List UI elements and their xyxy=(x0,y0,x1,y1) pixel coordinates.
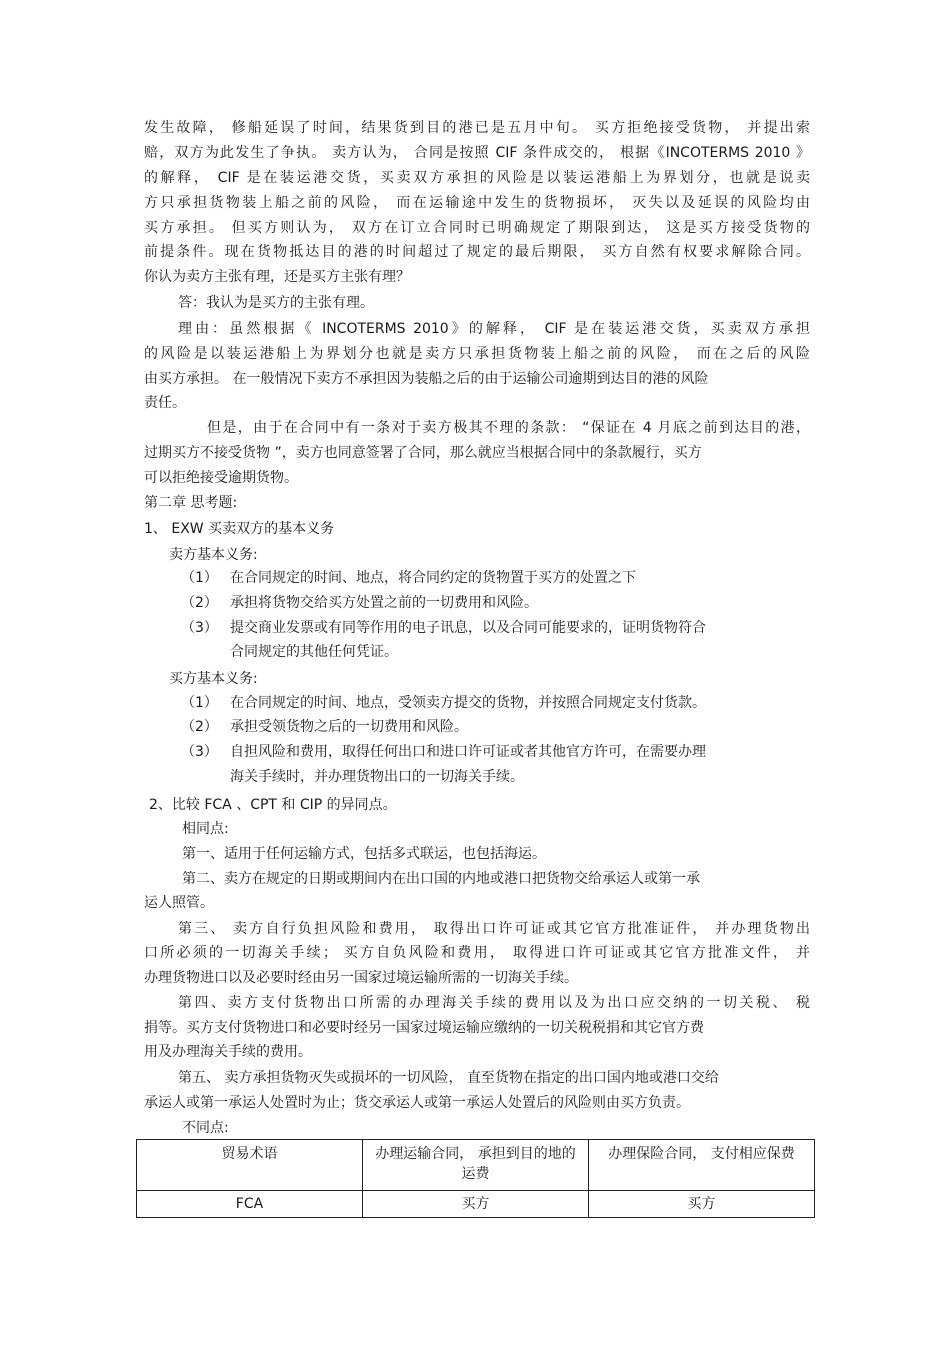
item-number: （2） xyxy=(181,719,218,735)
similarity-3-cont: 口所必须的一切海关手续； 买方自负风险和费用， 取得进口许可证或其它官方批准文件， 并 xyxy=(144,945,810,961)
case-line: 买方承担。 但买方则认为， 双方在订立合同时已明确规定了期限到达， 这是买方接受货物的 xyxy=(144,220,810,236)
similarity-1: 第一、适用于任何运输方式，包括多式联运，也包括海运。 xyxy=(182,846,546,862)
similarity-4-cont: 捐等。买方支付货物进口和必要时经另一国家过境运输应缴纳的一切关税税捐和其它官方费 xyxy=(144,1020,704,1036)
table-header-cell: 办理保险合同， 支付相应保费 xyxy=(589,1140,815,1191)
similarity-4-cont: 用及办理海关手续的费用。 xyxy=(144,1044,312,1060)
similarity-2: 第二、卖方在规定的日期或期间内在出口国的内地或港口把货物交给承运人或第一承 xyxy=(182,871,700,887)
item-number: （2） xyxy=(181,595,218,611)
similarity-3: 第三、 卖方自行负担风险和费用， 取得出口许可证或其它官方批准证件， 并办理货物出 xyxy=(178,921,810,937)
question-2-title: 2、比较 FCA 、CPT 和 CIP 的异同点。 xyxy=(149,797,397,813)
seller-obligation-3-cont: 合同规定的其他任何凭证。 xyxy=(230,644,398,660)
seller-obligation-2: 承担将货物交给买方处置之前的一切费用和风险。 xyxy=(230,595,538,611)
table-header-cell: 办理运输合同， 承担到目的地的运费 xyxy=(363,1140,589,1191)
case-question: 你认为卖方主张有理，还是买方主张有理？ xyxy=(144,269,410,285)
similarity-2-cont: 运人照管。 xyxy=(144,895,214,911)
case-line: 赔，双方为此发生了争执。 卖方认为， 合同是按照 CIF 条件成交的， 根据《INCOTERMS 2010 》 xyxy=(144,145,810,161)
similarity-4: 第四、卖方支付货物出口所需的办理海关手续的费用以及为出口应交纳的一切关税、 税 xyxy=(178,995,810,1011)
similarity-3-cont: 办理货物进口以及必要时经由另一国家过境运输所需的一切海关手续。 xyxy=(144,970,578,986)
item-number: （1） xyxy=(181,570,218,586)
reason-line: 由买方承担。 在一般情况下卖方不承担因为装船之后的由于运输公司逾期到达目的港的风险 xyxy=(144,371,709,387)
however-line: 可以拒绝接受逾期货物。 xyxy=(144,470,298,486)
similarity-5-cont: 承运人或第一承运人处置时为止；货交承运人或第一承运人处置后的风险则由买方负责。 xyxy=(144,1095,690,1111)
reason-line: 理由：虽然根据《 INCOTERMS 2010》的解释， CIF 是在装运港交货，买卖双方承担 xyxy=(178,321,810,337)
reason-line: 的风险是以装运港船上为界划分也就是卖方只承担货物装上船之前的风险， 而在之后的风险 xyxy=(144,346,810,362)
seller-obligation-3: 提交商业发票或有同等作用的电子讯息，以及合同可能要求的，证明货物符合 xyxy=(230,620,706,636)
however-line: 过期买方不接受货物 ”，卖方也同意签署了合同，那么就应当根据合同中的条款履行，买方 xyxy=(144,445,702,461)
case-line: 方只承担货物装上船之前的风险， 而在运输途中发生的货物损坏， 灭失以及延误的风险均由 xyxy=(144,195,810,211)
question-1-title: 1、 EXW 买卖双方的基本义务 xyxy=(144,521,335,537)
however-line: 但是，由于在合同中有一条对于卖方极其不理的条款： “保证在 4 月底之前到达目的港， xyxy=(207,420,810,436)
similarity-5: 第五、 卖方承担货物灭失或损坏的一切风险， 直至货物在指定的出口国内地或港口交给 xyxy=(178,1070,719,1086)
table-header-row xyxy=(137,1140,815,1191)
chapter-title: 第二章 思考题: xyxy=(144,495,238,511)
buyer-obligation-2: 承担受领货物之后的一切费用和风险。 xyxy=(230,719,468,735)
table-cell: 买方 xyxy=(589,1191,815,1218)
buyer-obligations-label: 买方基本义务: xyxy=(169,671,258,687)
comparison-table xyxy=(136,1139,815,1218)
similarities-label: 相同点: xyxy=(182,821,229,837)
reason-line: 责任。 xyxy=(144,395,186,411)
case-line: 前提条件。现在货物抵达目的港的时间超过了规定的最后期限， 买方自然有权要求解除合同。 xyxy=(144,244,810,260)
item-number: （3） xyxy=(181,620,218,636)
buyer-obligation-3: 自担风险和费用，取得任何出口和进口许可证或者其他官方许可，在需要办理 xyxy=(230,744,706,760)
seller-obligations-label: 卖方基本义务: xyxy=(169,547,258,563)
case-line: 的解释， CIF 是在装运港交货，买卖双方承担的风险是以装运港船上为界划分，也就是说卖 xyxy=(144,170,810,186)
table-cell: FCA xyxy=(137,1191,363,1218)
answer: 答：我认为是买方的主张有理。 xyxy=(178,295,374,311)
table-row xyxy=(137,1191,815,1218)
differences-label: 不同点: xyxy=(182,1120,229,1136)
seller-obligation-1: 在合同规定的时间、地点，将合同约定的货物置于买方的处置之下 xyxy=(230,570,636,586)
item-number: （3） xyxy=(181,744,218,760)
buyer-obligation-1: 在合同规定的时间、地点，受领卖方提交的货物，并按照合同规定支付货款。 xyxy=(230,695,706,711)
table-cell: 买方 xyxy=(363,1191,589,1218)
item-number: （1） xyxy=(181,695,218,711)
table-header-cell: 贸易术语 xyxy=(137,1140,363,1191)
buyer-obligation-3-cont: 海关手续时，并办理货物出口的一切海关手续。 xyxy=(230,769,524,785)
case-line: 发生故障， 修船延误了时间，结果货到目的港已是五月中旬。 买方拒绝接受货物， 并提出索 xyxy=(144,120,810,136)
